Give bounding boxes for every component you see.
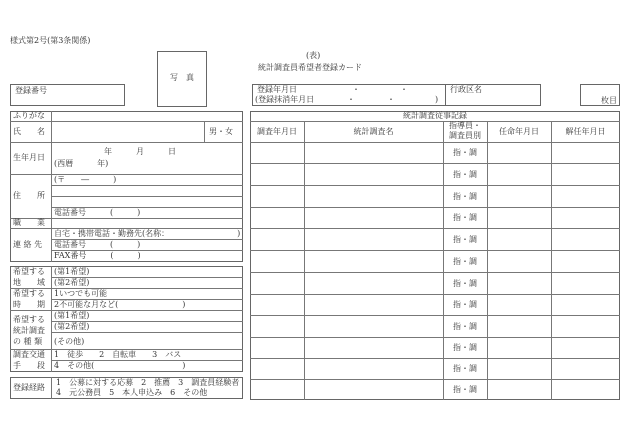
time-label-2: 時 期: [13, 300, 45, 309]
row-5-role[interactable]: 指・調: [453, 235, 477, 244]
area-label-1: 希望する: [13, 267, 45, 276]
furigana-label: ふりがな: [13, 111, 45, 120]
birth-ymd[interactable]: 年 月 日: [104, 147, 176, 156]
registration-number-label: 登録番号: [15, 86, 47, 95]
col-appoint-date: 任命年月日: [499, 127, 539, 136]
time-option-2[interactable]: 2不可能な月など( ): [54, 300, 186, 309]
row-6-role[interactable]: 指・調: [453, 257, 477, 266]
survey-label-2: 統計調査: [13, 326, 45, 335]
sheet-number-field[interactable]: [580, 84, 620, 106]
address-line-1[interactable]: [52, 186, 242, 196]
transport-label-2: 手 段: [13, 361, 45, 370]
gender-choice[interactable]: 男・女: [209, 127, 233, 136]
col-role-line1: 指導員・: [449, 121, 481, 130]
name-label: 氏 名: [13, 127, 45, 136]
row-7-role[interactable]: 指・調: [453, 279, 477, 288]
survey-second-choice[interactable]: (第2希望): [54, 322, 90, 331]
area-second-choice[interactable]: (第2希望): [54, 278, 90, 287]
photo-label: 写 真: [170, 73, 194, 82]
transport-options-2[interactable]: 4 その他( ): [54, 361, 186, 370]
transport-label-1: 調査交通: [13, 350, 45, 359]
admin-area-label: 行政区名: [450, 85, 482, 94]
deletion-date-label: (登録抹消年月日: [255, 95, 315, 104]
registration-number-field[interactable]: [10, 84, 125, 106]
survey-label-1: 希望する: [13, 315, 45, 324]
sheet-label: 枚目: [601, 96, 617, 105]
occupation-label: 職 業: [13, 218, 45, 227]
time-option-1[interactable]: 1いつでも可能: [54, 289, 108, 298]
furigana-input[interactable]: [52, 112, 242, 121]
address-line-2[interactable]: [52, 197, 242, 207]
occupation-input[interactable]: [52, 219, 242, 228]
survey-records-table: [250, 111, 620, 400]
birth-western[interactable]: (西暦 年): [54, 159, 109, 168]
survey-first-choice[interactable]: (第1希望): [54, 311, 90, 320]
row-10-role[interactable]: 指・調: [453, 343, 477, 352]
col-survey-name: 統計調査名: [353, 127, 394, 136]
row-8-role[interactable]: 指・調: [453, 300, 477, 309]
deletion-date-close: ): [435, 95, 439, 104]
address-label: 住 所: [13, 191, 45, 200]
survey-other[interactable]: (その他): [54, 337, 85, 346]
row-1-role[interactable]: 指・調: [453, 148, 477, 157]
route-options-1[interactable]: 1 公募に対する応募 2 推薦 3 調査員経験者: [56, 378, 240, 387]
route-options-2[interactable]: 4 元公務員 5 本人申込み 6 その他: [56, 388, 208, 397]
form-number: 様式第2号(第3条関係): [10, 36, 91, 45]
row-2-role[interactable]: 指・調: [453, 170, 477, 179]
row-3-role[interactable]: 指・調: [453, 192, 477, 201]
form-title: 統計調査員希望者登録カード: [258, 63, 362, 72]
photo-box: [157, 51, 207, 107]
col-dismiss-date: 解任年月日: [565, 127, 606, 136]
col-role-line2: 調査員別: [449, 131, 481, 140]
area-label-2: 地 域: [13, 278, 45, 287]
registration-date-dots: ・ ・: [352, 85, 408, 94]
survey-label-3: の 種 類: [13, 337, 43, 346]
contact-label: 連 絡 先: [13, 240, 43, 249]
row-11-role[interactable]: 指・調: [453, 364, 477, 373]
row-9-role[interactable]: 指・調: [453, 322, 477, 331]
admin-area-field[interactable]: [445, 84, 541, 106]
route-label: 登録経路: [13, 383, 45, 392]
registration-date-field[interactable]: [252, 84, 446, 106]
contact-phone-field[interactable]: 電話番号 ( ): [54, 240, 141, 249]
fax-field[interactable]: FAX番号 ( ): [54, 251, 141, 260]
side-label: (表): [306, 51, 321, 60]
deletion-date-dots: ・ ・: [347, 95, 395, 104]
birth-date-label: 生年月日: [13, 153, 45, 162]
records-title: 統計調査従事記録: [403, 111, 467, 120]
postal-code-field[interactable]: (〒 ― ): [54, 175, 117, 184]
col-survey-date: 調査年月日: [257, 127, 297, 136]
address-phone-field[interactable]: 電話番号 ( ): [54, 208, 141, 217]
time-label-1: 希望する: [13, 289, 45, 298]
registration-date-label: 登録年月日: [257, 85, 297, 94]
transport-options-1[interactable]: 1 徒歩 2 自転車 3 バス: [54, 350, 182, 359]
contact-type-field[interactable]: 自宅・携帯電話・勤務先(名称： ): [54, 229, 241, 238]
row-4-role[interactable]: 指・調: [453, 213, 477, 222]
name-input[interactable]: [52, 122, 204, 142]
area-first-choice[interactable]: (第1希望): [54, 267, 90, 276]
row-12-role[interactable]: 指・調: [453, 385, 477, 394]
